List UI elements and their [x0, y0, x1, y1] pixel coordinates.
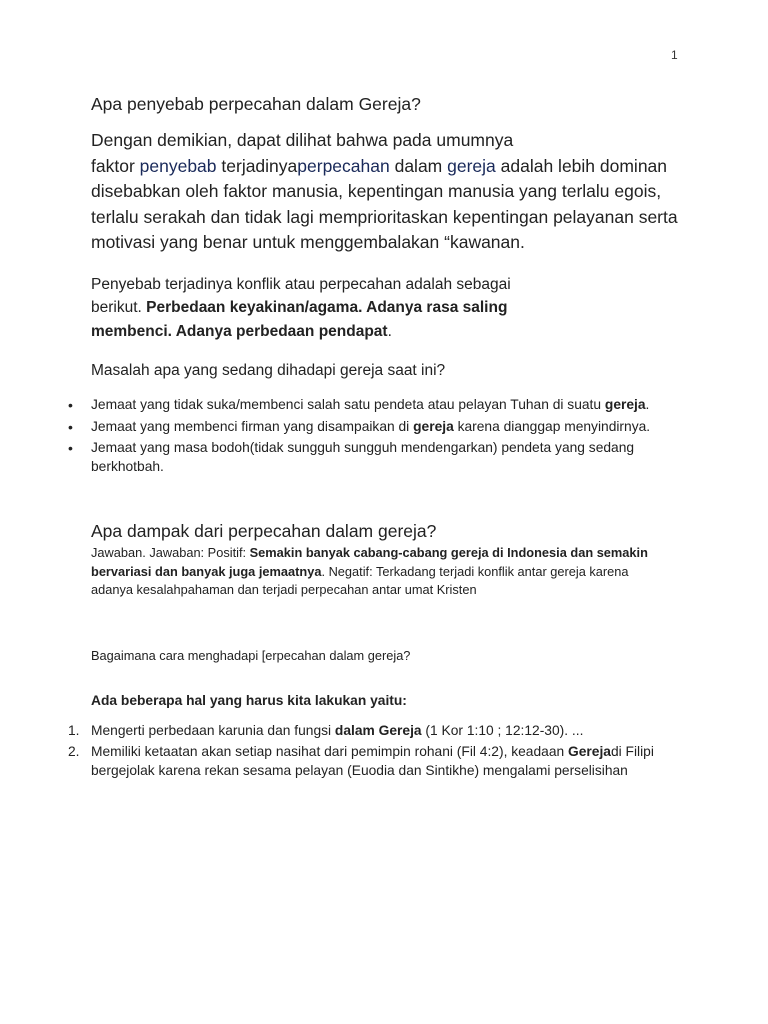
- answer-bold: Semakin banyak cabang-cabang gereja di Indonesia dan semakin bervariasi dan banyak juga jemaatnya: [91, 545, 648, 579]
- bullet-text-end: karena dianggap menyindirnya.: [453, 418, 651, 434]
- step-bold: Gereja: [568, 744, 611, 759]
- step-number: 2.: [68, 744, 80, 759]
- link-gereja[interactable]: gereja: [447, 155, 496, 176]
- problem-list: [68, 396, 651, 476]
- bullet-text-end: .: [645, 397, 650, 412]
- step-text: Mengerti perbedaan karunia dan fungsi: [91, 722, 335, 738]
- list-item: [68, 396, 651, 415]
- document-body: [68, 92, 681, 783]
- causes-paragraph: [91, 273, 561, 344]
- answer-rest: . Negatif: Terkadang terjadi konflik antar gereja karena adanya kesalahpahaman dan terjadi perpecahan antar umat Kristen: [91, 563, 629, 597]
- list-item: [68, 439, 651, 476]
- step-bold: dalam Gereja: [334, 722, 422, 738]
- handling-question: Bagaimana cara menghadapi [erpecahan dalam gereja?: [91, 647, 411, 663]
- bullet-icon: •: [68, 418, 73, 435]
- intro-line1: Dengan demikian, dapat dilihat bahwa pada umumnya: [91, 130, 514, 150]
- bullet-bold: gereja: [604, 397, 646, 412]
- answer-lead: Jawaban. Jawaban: Positif:: [91, 545, 250, 560]
- intro-paragraph: [91, 128, 681, 256]
- causes-bold: Perbedaan keyakinan/agama. Adanya rasa saling membenci. Adanya perbedaan pendapat: [91, 299, 508, 340]
- steps-list: [68, 722, 676, 781]
- impact-answer: [91, 544, 651, 600]
- steps-lead: Ada beberapa hal yang harus kita lakukan yaitu:: [91, 692, 407, 708]
- step-text: Memiliki ketaatan akan setiap nasihat dari pemimpin rohani (Fil 4:2), keadaan: [91, 744, 569, 759]
- causes-end: .: [387, 322, 392, 340]
- intro-rest: adalah lebih dominan disebabkan oleh faktor manusia, kepentingan manusia yang terlalu egois, terlalu serakah dan tidak lagi memprioritaskan kepentingan pelayanan serta motivasi yang benar untuk menggembalakan “kawanan.: [91, 155, 678, 252]
- list-item: [68, 722, 676, 741]
- list-item: [68, 743, 676, 780]
- link-perpecahan[interactable]: perpecahan: [297, 155, 390, 176]
- bullet-icon: •: [68, 397, 73, 413]
- link-penyebab[interactable]: penyebab: [139, 155, 217, 176]
- intro-terjadinya: terjadinya: [216, 155, 298, 176]
- bullet-text: Jemaat yang membenci firman yang disampaikan di: [91, 418, 414, 434]
- step-text-end: (1 Kor 1:10 ; 12:12-30). ...: [421, 722, 584, 738]
- impact-question: Apa dampak dari perpecahan dalam gereja?: [91, 521, 437, 541]
- bullet-bold: gereja: [413, 418, 454, 434]
- problem-question: Masalah apa yang sedang dihadapi gereja saat ini?: [91, 362, 446, 379]
- step-text-end: di Filipi bergejolak karena rekan sesama pelayan (Euodia dan Sintikhe) mengalami perselisihan: [91, 744, 654, 778]
- bullet-text: Jemaat yang tidak suka/membenci salah satu pendeta atau pelayan Tuhan di suatu: [91, 397, 605, 412]
- intro-faktor: faktor: [91, 155, 140, 176]
- step-number: 1.: [68, 722, 80, 738]
- intro-dalam: dalam: [389, 155, 448, 176]
- list-item: [68, 418, 651, 437]
- bullet-text: Jemaat yang masa bodoh(tidak sungguh sungguh mendengarkan) pendeta yang sedang berkhotbah.: [91, 440, 635, 474]
- page-number: 1: [671, 48, 678, 62]
- bullet-icon: •: [68, 440, 73, 456]
- section-title-causes: Apa penyebab perpecahan dalam Gereja?: [91, 94, 421, 114]
- causes-lead: Penyebab terjadinya konflik atau perpecahan adalah sebagai berikut.: [91, 275, 511, 316]
